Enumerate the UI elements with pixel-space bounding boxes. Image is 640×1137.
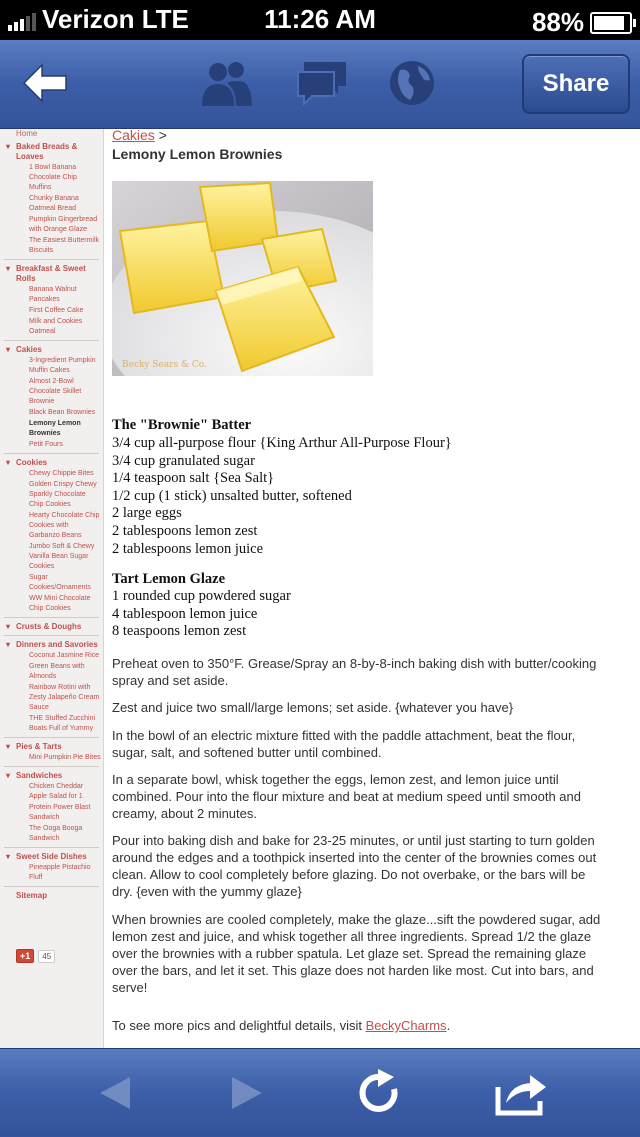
batter-heading: The "Brownie" Batter (112, 417, 252, 433)
instruction-step (112, 727, 632, 761)
glaze-ingredient: 8 teaspoons lemon zest (112, 623, 247, 640)
instruction-line: over the brownies with a rubber spatula. Let glaze set. Spread the remaining glaze (112, 946, 587, 961)
instruction-line: Zest and juice two small/large lemons; set aside. {whatever you have} (112, 700, 514, 715)
instruction-step (112, 699, 632, 716)
instruction-line: When brownies are cooled completely, make the glaze...sift the powdered sugar, add (112, 912, 601, 927)
share-out-icon[interactable] (490, 1067, 550, 1119)
sidebar-item[interactable]: Lemony Lemon Brownies (29, 420, 81, 437)
sidebar-category[interactable]: ▾ Sandwiches (0, 771, 103, 781)
sidebar-item[interactable]: The Ooga Booga Sandwich (29, 825, 83, 842)
instruction-line: around the edges and a toothpick inserted into the center of the brownies comes out (112, 850, 597, 865)
gplus-count: 45 (38, 950, 55, 963)
facebook-nav-bar (0, 40, 640, 129)
instruction-line: lemon zest and juice, and whisk together all three ingredients. Spread 1/2 the glaze (112, 929, 592, 944)
instruction-line: serve! (112, 980, 148, 995)
sidebar-category[interactable]: ▾ Crusts & Doughs (0, 622, 103, 632)
sidebar-item[interactable]: 3-Ingredient Pumpkin Muffin Cakes (29, 357, 96, 374)
share-button[interactable]: Share (522, 54, 630, 114)
batter-ingredient: 3/4 cup granulated sugar (112, 452, 255, 469)
sidebar-item[interactable]: WW Mini Chocolate Chip Cookies (29, 595, 91, 612)
sidebar-item[interactable]: Pineapple Pistachio Fluff (29, 864, 91, 881)
sidebar-item[interactable]: Petit Fours (29, 441, 63, 448)
sidebar-home-link[interactable]: Home (16, 129, 38, 138)
back-icon[interactable] (86, 1067, 146, 1119)
sidebar-category[interactable]: ▾ Dinners and Savories (0, 640, 103, 650)
batter-ingredient: 1/2 cup (1 stick) unsalted butter, softened (112, 487, 352, 504)
batter-ingredient: 2 tablespoons lemon juice (112, 540, 264, 557)
sidebar-item[interactable]: Jumbo Soft & Chewy Vanilla Bean Sugar Cookies (29, 543, 95, 570)
photo-watermark: Becky Sears & Co. (122, 360, 207, 370)
sidebar-item[interactable]: Protein Power Blast Sandwich (29, 804, 91, 821)
battery-icon (590, 12, 632, 34)
sidebar-category[interactable]: ▾ Cakies (0, 345, 103, 355)
instruction-line: dry. {even with the yummy glaze} (112, 884, 302, 899)
carrier-name: Verizon (42, 4, 135, 34)
instruction-line: sugar, salt, and softened butter until combined. (112, 745, 382, 760)
network-type: LTE (141, 4, 189, 34)
instruction-line: clean. Allow to cool completely before glazing. Do not overbake, or the bars will be (112, 867, 586, 882)
sidebar-category[interactable]: ▾ Baked Breads & Loaves (0, 142, 103, 162)
glaze-ingredient: 4 tablespoon lemon juice (112, 605, 258, 622)
breadcrumb-cakies-link[interactable]: Cakies (112, 129, 155, 143)
instruction-step (112, 655, 632, 689)
friends-icon[interactable] (198, 58, 254, 108)
messages-icon[interactable] (294, 58, 350, 108)
sidebar-category[interactable]: ▾ Cookies (0, 458, 103, 468)
instruction-line: combined. Pour into the flour mixture and beat at medium speed until smooth and (112, 789, 581, 804)
forward-icon[interactable] (216, 1067, 276, 1119)
instruction-line: spray and set aside. (112, 673, 229, 688)
instruction-line: creamy, about 2 minutes. (112, 806, 257, 821)
sidebar-nav (0, 129, 104, 1048)
sidebar-item[interactable]: The Easiest Buttermilk Biscuits (29, 237, 100, 254)
instruction-step (112, 832, 632, 900)
brownies-image (112, 181, 373, 376)
beckycharms-link[interactable]: BeckyCharms (365, 1018, 447, 1033)
instruction-step (112, 911, 632, 996)
sidebar-item[interactable]: Chunky Banana Oatmeal Bread (29, 195, 79, 212)
batter-ingredient: 3/4 cup all-purpose flour {King Arthur All-Purpose Flour} (112, 435, 452, 451)
sidebar-item[interactable]: Almost 2-Bowl Chocolate Skillet Brownie (29, 378, 82, 405)
breadcrumb (112, 129, 167, 143)
status-time: 11:26 AM (264, 4, 376, 34)
more-details-text: To see more pics and delightful details, visit (112, 1018, 366, 1033)
sidebar-category-list (0, 142, 103, 883)
sidebar-item[interactable]: Chewy Chippie Bites (29, 470, 94, 477)
sidebar-item[interactable]: Coconut Jasmine Rice (29, 652, 100, 659)
batter-ingredient: 2 tablespoons lemon zest (112, 523, 258, 539)
batter-ingredient: 1/4 teaspoon salt {Sea Salt} (112, 470, 275, 487)
web-content (0, 129, 640, 1048)
google-plus-button[interactable] (16, 949, 34, 963)
sidebar-item[interactable]: Green Beans with Almonds (29, 663, 85, 680)
page-title: Lemony Lemon Brownies (112, 146, 283, 162)
status-bar (0, 0, 640, 40)
more-details (112, 1017, 632, 1034)
sidebar-item[interactable]: Black Bean Brownies (29, 409, 96, 416)
instruction-line: over the bars, and let it set. This glaze does not harden like most. Cut into bars, and (112, 963, 594, 978)
sidebar-item[interactable]: Golden Crispy Chewy Sparkly Chocolate Chip Cookies (29, 481, 97, 508)
sidebar-item[interactable]: THE Stuffed Zucchini Boats Full of Yummy (29, 715, 96, 732)
instruction-line: Preheat oven to 350°F. Grease/Spray an 8-by-8-inch baking dish with butter/cooking (112, 656, 597, 671)
glaze-ingredient: 1 rounded cup powdered sugar (112, 588, 291, 604)
sidebar-item[interactable]: Chicken Cheddar Apple Salad for 1 (29, 783, 84, 800)
sidebar-item[interactable]: Mini Pumpkin Pie Bites (29, 754, 101, 761)
sidebar-item[interactable]: First Coffee Cake (29, 307, 84, 314)
sidebar-item[interactable]: Pumpkin Gingerbread with Orange Glaze (29, 216, 98, 233)
google-plus-one[interactable] (16, 949, 55, 963)
more-details-end: . (446, 1018, 451, 1033)
glaze-heading: Tart Lemon Glaze (112, 571, 226, 587)
sidebar-item[interactable]: Sugar Cookies/Ornaments (29, 574, 91, 591)
battery (532, 7, 632, 38)
sidebar-category[interactable]: ▾ Sweet Side Dishes (0, 852, 103, 862)
instruction-line: In a separate bowl, whisk together the eggs, lemon zest, and lemon juice until (112, 772, 559, 787)
reload-icon[interactable] (350, 1067, 410, 1119)
gplus-label: +1 (20, 951, 31, 961)
battery-percent: 88% (531, 7, 584, 37)
instruction-line: In the bowl of an electric mixture fitted with the paddle attachment, beat the flour, (112, 728, 576, 743)
sidebar-item[interactable]: Hearty Chocolate Chip Cookies with Garbanzo Beans (29, 512, 100, 539)
instruction-step (112, 771, 632, 822)
sidebar-item[interactable]: Milk and Cookies Oatmeal (29, 318, 83, 335)
globe-icon[interactable] (386, 58, 442, 108)
breadcrumb-separator: > (158, 129, 167, 143)
browser-toolbar (0, 1048, 640, 1137)
back-arrow-icon[interactable] (20, 62, 70, 104)
brownies-photo (112, 181, 373, 376)
sidebar-sitemap-link[interactable]: Sitemap (16, 891, 48, 900)
instruction-line: Pour into baking dish and bake for 23-25 minutes, or until just starting to turn golden (112, 833, 595, 848)
sidebar-item[interactable]: Banana Walnut Pancakes (29, 286, 77, 303)
sidebar-category[interactable]: ▾ Breakfast & Sweet Rolls (0, 264, 103, 284)
batter-ingredient: 2 large eggs (112, 505, 182, 522)
sidebar-category[interactable]: ▾ Pies & Tarts (0, 742, 103, 752)
sidebar-item[interactable]: 1 Bowl Banana Chocolate Chip Muffins (29, 164, 77, 191)
sidebar-item[interactable]: Rainbow Rotini with Zesty Jalapeño Cream Sauce (29, 684, 100, 711)
